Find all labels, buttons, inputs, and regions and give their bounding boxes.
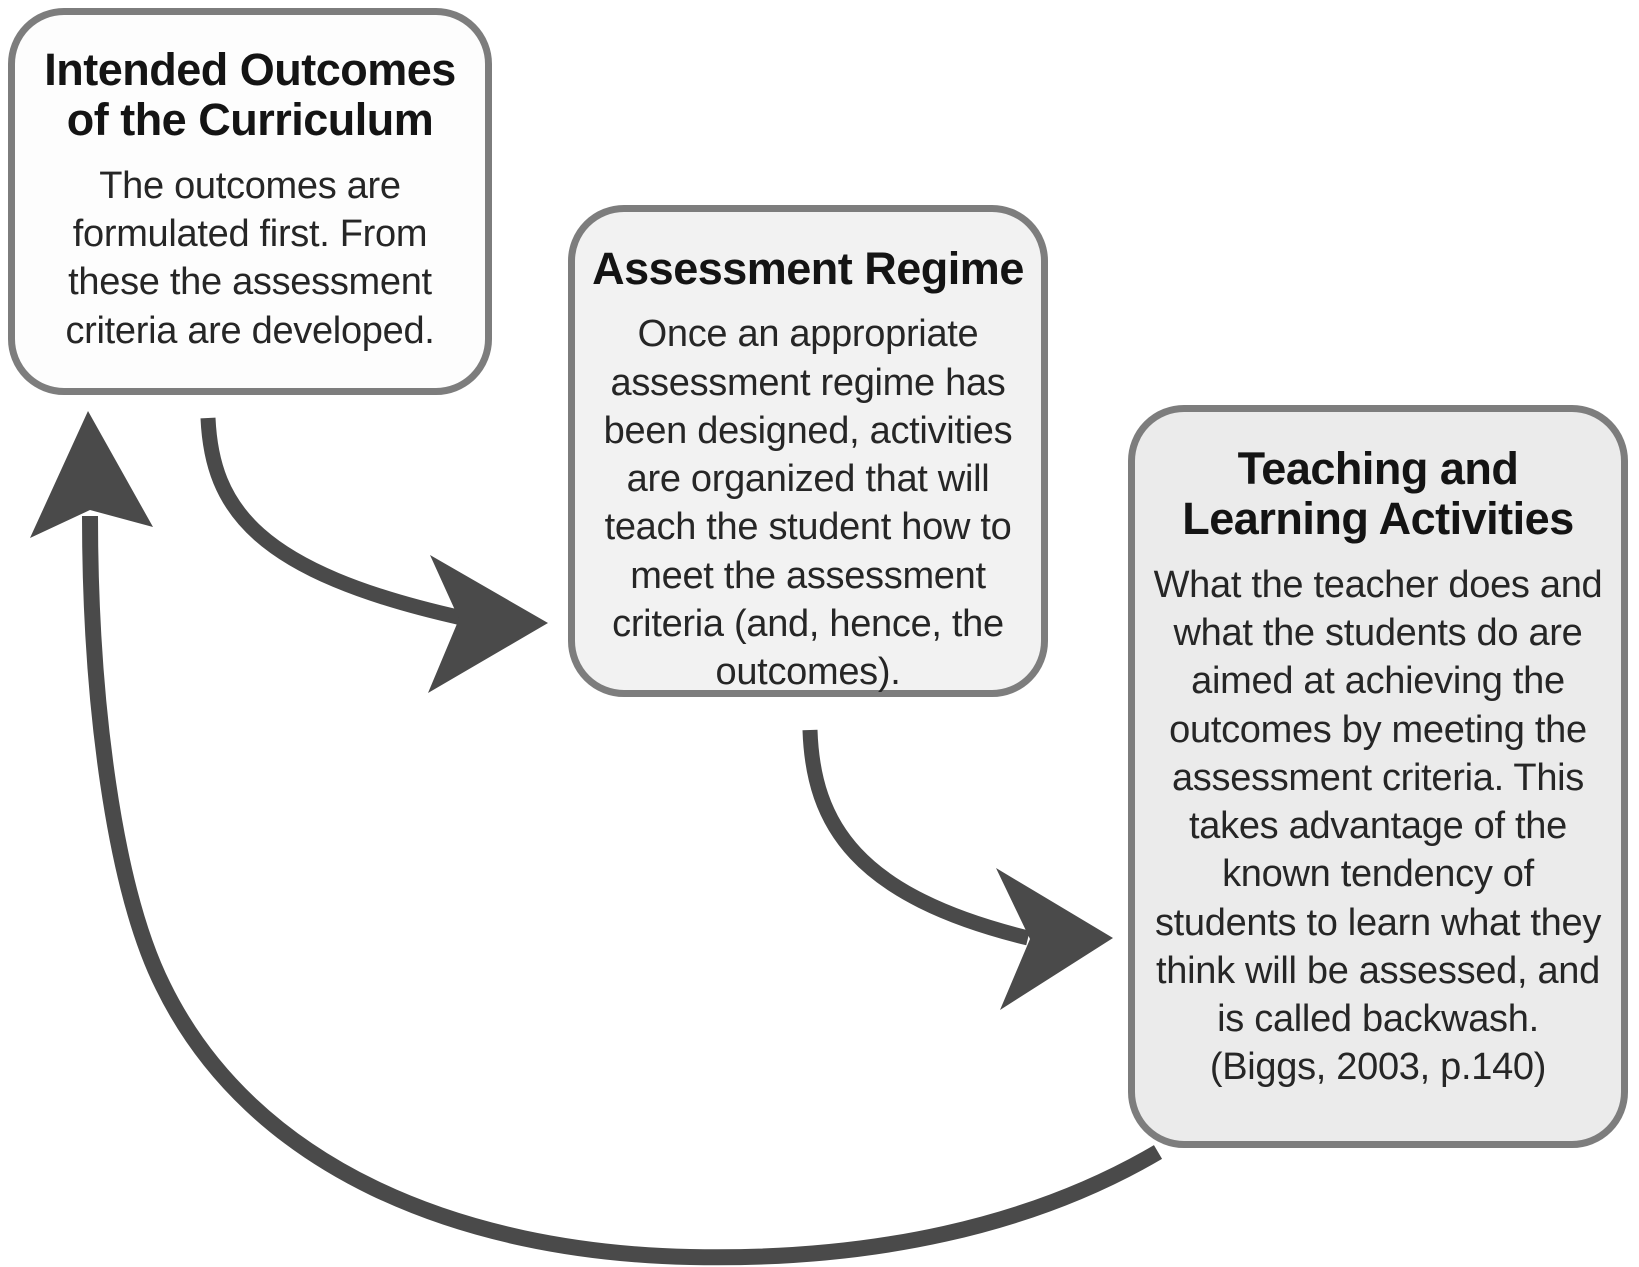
box-assessment-regime bbox=[568, 205, 1048, 697]
arrow-outcomes-to-assessment-curve bbox=[208, 418, 462, 618]
box-intended-outcomes-body: The outcomes are formulated first. From these the assessment criteria are developed. bbox=[65, 164, 435, 352]
box-intended-outcomes-title: Intended Outcomes of the Curriculum bbox=[44, 44, 456, 146]
box-teaching-learning-citation: (Biggs, 2003, p.140) bbox=[1209, 1046, 1547, 1089]
box-teaching-learning-title: Teaching and Learning Activities bbox=[1182, 443, 1574, 545]
box-assessment-regime-body: Once an appropriate assessment regime has been designed, activities are organized that will teach the student how to meet the assessment criteria (and, hence, the outcomes). bbox=[603, 313, 1013, 694]
box-teaching-learning-body: What the teacher does and what the students do are aimed at achieving the outcomes by meeting the assessment criteria. This takes advantage of the known tendency of students to learn what they think will be assessed, and is called backwash. bbox=[1153, 563, 1603, 1041]
box-assessment-regime-title: Assessment Regime bbox=[592, 243, 1024, 294]
arrow-assessment-to-teaching-curve bbox=[810, 730, 1028, 938]
box-teaching-learning-activities bbox=[1128, 405, 1628, 1148]
box-intended-outcomes bbox=[8, 8, 492, 395]
arrow-outcomes-to-assessment-head-icon bbox=[428, 555, 548, 693]
